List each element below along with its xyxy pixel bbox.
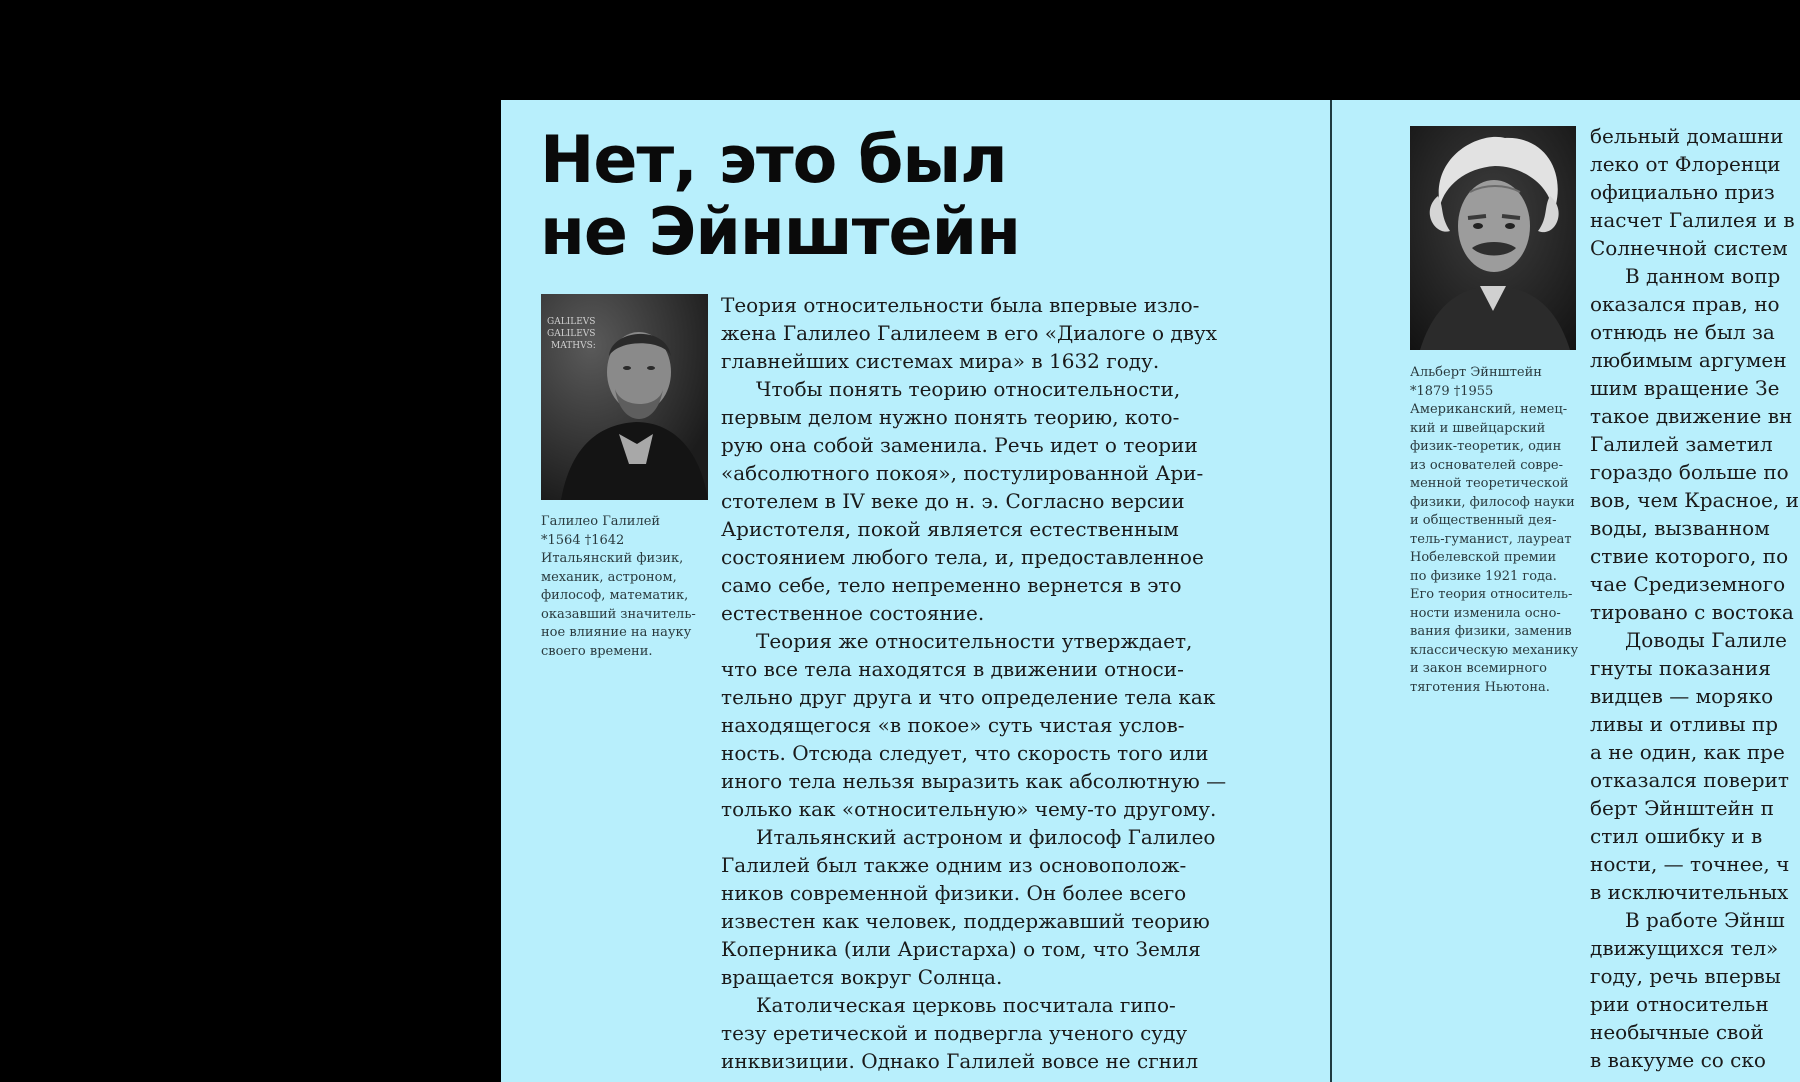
caption-line: ное влияние на науку [541, 625, 692, 640]
body-text-line: инквизиции. Однако Галилей вовсе не сгнил [721, 1049, 1199, 1073]
galileo-caption [541, 513, 696, 661]
article-title [540, 125, 1020, 269]
body-text-line: гораздо больше по [1590, 460, 1789, 484]
caption-line: менной теоретической [1410, 476, 1569, 491]
body-text-line: тельно друг друга и что определение тела как [721, 685, 1216, 709]
body-text-line: состоянием любого тела, и, предоставленное [721, 545, 1204, 569]
article-title-line: Нет, это был [540, 123, 1007, 198]
body-text-line: Коперника (или Аристарха) о том, что Земля [721, 937, 1201, 961]
body-text-line: Католическая церковь посчитала гипо- [756, 993, 1176, 1017]
body-text-line: гнуты показания [1590, 656, 1771, 680]
caption-line: Галилео Галилей [541, 514, 661, 529]
body-text-line: официально приз [1590, 180, 1775, 204]
body-text-line: насчет Галилея и в [1590, 208, 1795, 232]
body-text-line: Аристотеля, покой является естественным [721, 517, 1179, 541]
caption-line: Американский, немец- [1410, 402, 1568, 417]
body-text-line: ствие которого, по [1590, 544, 1789, 568]
caption-line: физики, философ науки [1410, 494, 1575, 510]
caption-line: Нобелевской премии [1410, 550, 1557, 565]
body-text-line: леко от Флоренци [1590, 152, 1781, 176]
body-text-line: вов, чем Красное, и [1590, 488, 1799, 512]
body-text-line: в вакууме со ско [1590, 1048, 1766, 1072]
body-text-line: стотелем в IV веке до н. э. Согласно версии [721, 489, 1185, 513]
body-text-line: году, речь впервы [1590, 964, 1781, 988]
body-text-line: рую она собой заменила. Речь идет о теории [721, 433, 1198, 457]
caption-line: и закон всемирного [1410, 661, 1547, 676]
body-text-line: необычные свой [1590, 1020, 1764, 1044]
body-text-line: рии относительн [1590, 992, 1769, 1016]
caption-line: философ, математик, [541, 588, 689, 603]
body-text-line: Чтобы понять теорию относительности, [756, 377, 1181, 401]
body-text-line: Галилей был также одним из основополож- [721, 853, 1187, 877]
body-text-line: находящегося «в покое» суть чистая услов- [721, 713, 1185, 737]
galileo-portrait-inscription: MATHVS: [551, 341, 596, 351]
caption-line: из основателей совре- [1410, 457, 1564, 473]
article-body-right-column [1590, 122, 1800, 1074]
body-text-line: движущихся тел» [1590, 936, 1779, 960]
body-text-line: Теория относительности была впервые изло- [721, 293, 1200, 317]
body-text-line: чае Средиземного [1590, 572, 1786, 596]
caption-line: оказавший значитель- [541, 606, 696, 622]
galileo-portrait [541, 294, 708, 500]
caption-line: классическую механику [1410, 642, 1579, 658]
body-text-line: оказался прав, но [1590, 292, 1780, 316]
body-text-line: Итальянский астроном и философ Галилео [756, 825, 1216, 849]
body-text-line: Теория же относительности утверждает, [756, 629, 1193, 653]
caption-line: Его теория относитель- [1410, 587, 1573, 602]
article-title-line: не Эйнштейн [540, 195, 1021, 270]
body-text-line: естественное состояние. [721, 601, 985, 625]
body-text-line: ливы и отливы пр [1590, 712, 1779, 736]
caption-line: и общественный дея- [1410, 513, 1557, 528]
body-text-line: ников современной физики. Он более всего [721, 881, 1187, 905]
caption-line: Итальянский физик, [541, 551, 684, 566]
body-text-line: отнюдь не был за [1590, 320, 1775, 344]
body-text-line: Доводы Галиле [1625, 628, 1787, 652]
caption-line: *1879 †1955 [1410, 383, 1494, 399]
body-text-line: тезу еретической и подвергла ученого суду [721, 1021, 1188, 1045]
body-text-line: бельный домашни [1590, 124, 1784, 148]
caption-line: ности изменила осно- [1410, 605, 1561, 621]
body-text-line: В работе Эйнш [1625, 908, 1785, 932]
page-gutter [1330, 100, 1332, 1082]
article-body-left-column [721, 291, 1281, 1075]
body-text-line: видцев — моряко [1590, 684, 1774, 708]
body-text-line: вращается вокруг Солнца. [721, 965, 1003, 989]
body-text-line: только как «относительную» чему-то другому. [721, 797, 1217, 821]
body-text-line: воды, вызванном [1590, 516, 1770, 540]
body-text-line: в исключительных [1590, 880, 1789, 904]
body-text-line: отказался поверит [1590, 768, 1789, 792]
body-text-line: главнейших системах мира» в 1632 году. [721, 349, 1160, 373]
body-text-line: иного тела нельзя выразить как абсолютную — [721, 769, 1227, 793]
einstein-caption [1410, 364, 1578, 697]
body-text-line: тировано с востока [1590, 600, 1794, 624]
galileo-portrait-inscription: GALILEVS [547, 317, 596, 327]
body-text-line: что все тела находятся в движении относи- [721, 657, 1184, 681]
body-text-line: «абсолютного покоя», постулированной Ари- [721, 461, 1204, 485]
body-text-line: ность. Отсюда следует, что скорость того или [721, 741, 1209, 765]
body-text-line: известен как человек, поддержавший теорию [721, 909, 1210, 933]
body-text-line: любимым аргумен [1590, 348, 1787, 372]
caption-line: *1564 †1642 [541, 532, 625, 548]
galileo-portrait-inscription: GALILEVS [547, 329, 596, 339]
body-text-line: шим вращение Зе [1590, 376, 1780, 400]
caption-line: физик-теоретик, один [1410, 439, 1562, 454]
einstein-portrait [1410, 126, 1576, 350]
magazine-spread [501, 100, 1800, 1082]
body-text-line: ности, — точнее, ч [1590, 852, 1790, 876]
body-text-line: стил ошибку и в [1590, 824, 1763, 848]
body-text-line: Солнечной систем [1590, 236, 1788, 260]
caption-line: вания физики, заменив [1410, 624, 1572, 639]
caption-line: кий и швейцарский [1410, 420, 1546, 436]
body-text-line: Галилей заметил [1590, 432, 1773, 456]
body-text-line: такое движение вн [1590, 404, 1793, 428]
caption-line: Альберт Эйнштейн [1410, 365, 1542, 380]
body-text-line: а не один, как пре [1590, 740, 1785, 764]
body-text-line: первым делом нужно понять теорию, кото- [721, 405, 1180, 429]
caption-line: тель-гуманист, лауреат [1410, 531, 1572, 547]
body-text-line: само себе, тело непременно вернется в это [721, 573, 1182, 597]
body-text-line: В данном вопр [1625, 264, 1781, 288]
caption-line: по физике 1921 года. [1410, 568, 1557, 584]
caption-line: тяготения Ньютона. [1410, 679, 1550, 695]
body-text-line: берт Эйнштейн п [1590, 796, 1774, 820]
body-text-line: жена Галилео Галилеем в его «Диалоге о двух [721, 321, 1217, 345]
caption-line: своего времени. [541, 643, 653, 659]
caption-line: механик, астроном, [541, 569, 677, 585]
